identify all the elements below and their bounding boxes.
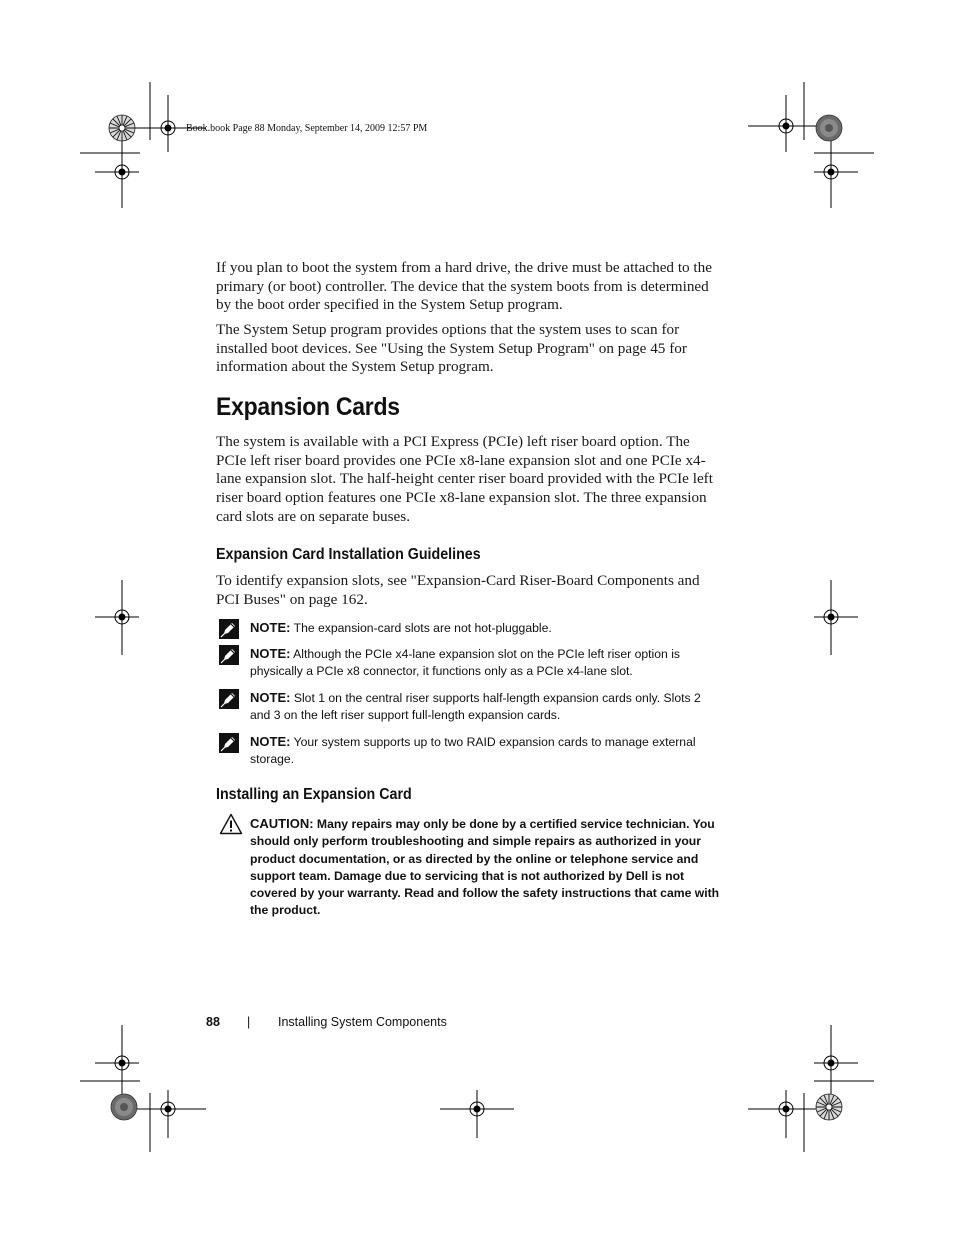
- note-text: The expansion-card slots are not hot-pluggable.: [290, 621, 552, 635]
- guidelines-title: Expansion Card Installation Guidelines: [216, 546, 481, 563]
- footer-separator: |: [247, 1015, 251, 1029]
- caution-text: Many repairs may only be done by a certified service technician. You should only perform troubleshooting and simple repairs as authorized in your product documentation, or as directed by the online or telephone service and support team. Damage due to servicing that is not authorized by Dell is not covered by your warranty. Read and follow the safety instructions that came with the product.: [250, 817, 720, 918]
- note-icon: [219, 733, 239, 753]
- note-icon: [219, 619, 239, 639]
- color-wheel-icon: [109, 115, 135, 141]
- section-title: Expansion Cards: [216, 393, 400, 421]
- color-wheel-icon: [816, 1094, 842, 1120]
- note-1: [250, 619, 720, 637]
- note-label: NOTE:: [250, 620, 291, 635]
- section-body: The system is available with a PCI Express (PCIe) left riser board option. The PCIe left riser board provides one PCIe x8-lane expansion slot and one PCIe x4-lane expansion slot. The half-height center riser board provided with the PCIe left riser board option features one PCIe x8-lane expansion slot. The three expansion card slots are on separate buses.: [216, 433, 713, 525]
- caution-notice: [250, 815, 720, 920]
- note-label: NOTE:: [250, 690, 291, 705]
- caution-label: CAUTION:: [250, 816, 314, 831]
- note-icon: [219, 645, 239, 665]
- guidelines-body: To identify expansion slots, see "Expansion-Card Riser-Board Components and PCI Buses" on page 162.: [216, 572, 700, 608]
- page-number: 88: [206, 1015, 220, 1029]
- note-label: NOTE:: [250, 646, 291, 661]
- note-text: Your system supports up to two RAID expansion cards to manage external storage.: [250, 735, 696, 767]
- note-2: [250, 645, 720, 680]
- note-3: [250, 689, 720, 724]
- intro-paragraph-1: If you plan to boot the system from a hard drive, the drive must be attached to the primary (or boot) controller. The device that the system boots from is determined by the boot order specified in the System Setup program.: [216, 259, 712, 314]
- note-icon: [219, 689, 239, 709]
- installing-title: Installing an Expansion Card: [216, 786, 412, 803]
- note-4: [250, 733, 720, 768]
- slug-line: Book.book Page 88 Monday, September 14, 2009 12:57 PM: [186, 123, 428, 134]
- note-text: Although the PCIe x4-lane expansion slot on the PCIe left riser option is physically a PCIe x8 connector, it functions only as a PCIe x4-lane slot.: [250, 647, 681, 679]
- note-text: Slot 1 on the central riser supports half-length expansion cards only. Slots 2 and 3 on the left riser support full-length expansion cards.: [250, 691, 701, 723]
- color-wheel-icon: [111, 1094, 137, 1120]
- footer-chapter: Installing System Components: [278, 1015, 447, 1029]
- color-wheel-icon: [816, 115, 842, 141]
- caution-icon: [219, 813, 243, 835]
- note-label: NOTE:: [250, 734, 291, 749]
- intro-paragraph-2: The System Setup program provides options that the system uses to scan for installed boot devices. See "Using the System Setup Program" on page 45 for information about the System Setup program.: [216, 321, 687, 376]
